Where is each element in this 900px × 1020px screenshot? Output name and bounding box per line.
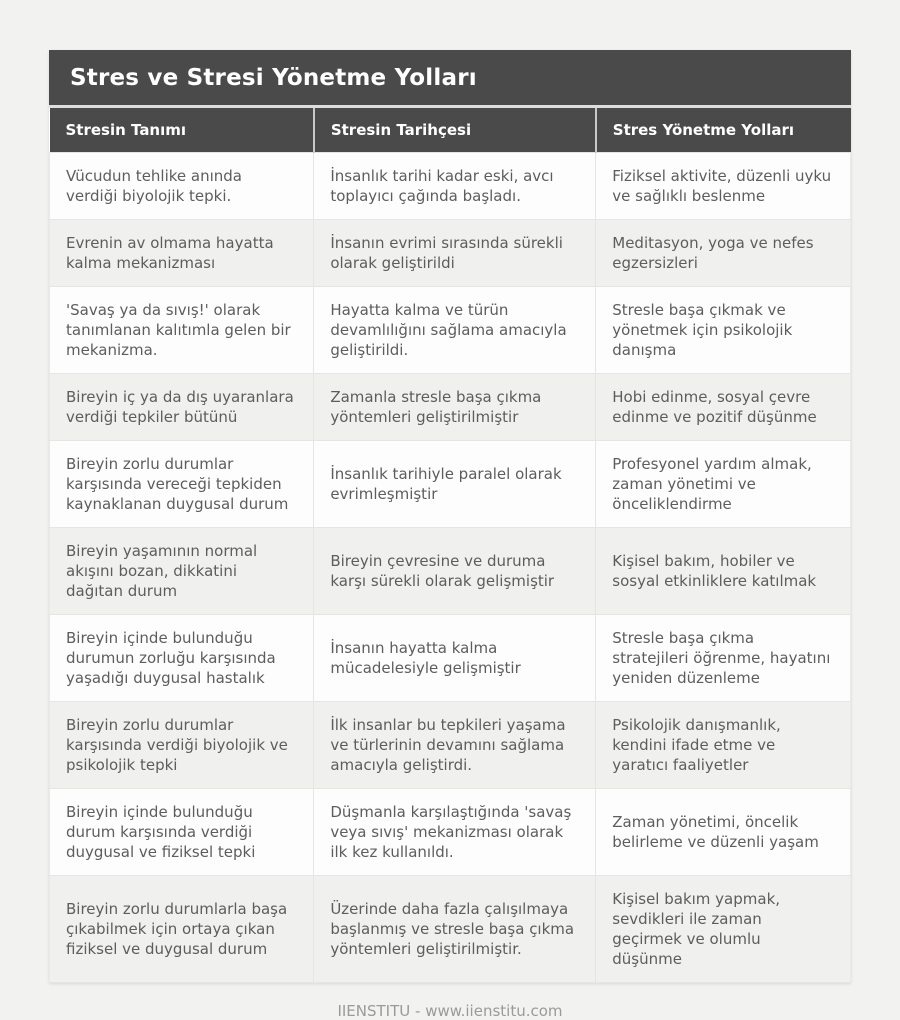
table-cell: Bireyin zorlu durumlarla başa çıkabilmek için ortaya çıkan fiziksel ve duygusal durum (50, 876, 314, 983)
column-header-stresin-tarihcesi: Stresin Tarihçesi (314, 108, 596, 153)
table-row (50, 153, 851, 220)
table-cell: Psikolojik danışmanlık, kendini ifade etme ve yaratıcı faaliyetler (596, 702, 851, 789)
table-cell: Kişisel bakım yapmak, sevdikleri ile zaman geçirmek ve olumlu düşünme (596, 876, 851, 983)
table-cell: Bireyin iç ya da dış uyaranlara verdiği tepkiler bütünü (50, 374, 314, 441)
table-header-row (50, 108, 851, 153)
table-row (50, 220, 851, 287)
table-cell: Kişisel bakım, hobiler ve sosyal etkinliklere katılmak (596, 528, 851, 615)
column-header-stresin-tanimi: Stresin Tanımı (50, 108, 314, 153)
table-cell: Bireyin içinde bulunduğu durumun zorluğu karşısında yaşadığı duygusal hastalık (50, 615, 314, 702)
table-cell: Zaman yönetimi, öncelik belirleme ve düzenli yaşam (596, 789, 851, 876)
column-header-stres-yonetme-yollari: Stres Yönetme Yolları (596, 108, 851, 153)
table-cell: Hayatta kalma ve türün devamlılığını sağlama amacıyla geliştirildi. (314, 287, 596, 374)
table-row (50, 789, 851, 876)
table-row (50, 374, 851, 441)
table-cell: Üzerinde daha fazla çalışılmaya başlanmış ve stresle başa çıkma yöntemleri geliştirilmiştir. (314, 876, 596, 983)
table-cell: Fiziksel aktivite, düzenli uyku ve sağlıklı beslenme (596, 153, 851, 220)
table-cell: Bireyin çevresine ve duruma karşı sürekli olarak gelişmiştir (314, 528, 596, 615)
table-cell: Bireyin yaşamının normal akışını bozan, dikkatini dağıtan durum (50, 528, 314, 615)
table-cell: Hobi edinme, sosyal çevre edinme ve pozitif düşünme (596, 374, 851, 441)
table-body (50, 153, 851, 983)
table-cell: Evrenin av olmama hayatta kalma mekanizması (50, 220, 314, 287)
table-header (50, 108, 851, 153)
table-row (50, 528, 851, 615)
page-title: Stres ve Stresi Yönetme Yolları (49, 50, 851, 108)
table-cell: Meditasyon, yoga ve nefes egzersizleri (596, 220, 851, 287)
table-cell: Stresle başa çıkma stratejileri öğrenme, hayatını yeniden düzenleme (596, 615, 851, 702)
table-cell: Vücudun tehlike anında verdiği biyolojik tepki. (50, 153, 314, 220)
table-cell: Profesyonel yardım almak, zaman yönetimi ve önceliklendirme (596, 441, 851, 528)
table-cell: İnsanın hayatta kalma mücadelesiyle gelişmiştir (314, 615, 596, 702)
table-row (50, 615, 851, 702)
table-cell: 'Savaş ya da sıvış!' olarak tanımlanan kalıtımla gelen bir mekanizma. (50, 287, 314, 374)
table-cell: Bireyin içinde bulunduğu durum karşısında verdiği duygusal ve fiziksel tepki (50, 789, 314, 876)
table-cell: Düşmanla karşılaştığında 'savaş veya sıvış' mekanizması olarak ilk kez kullanıldı. (314, 789, 596, 876)
table-cell: Bireyin zorlu durumlar karşısında verdiği biyolojik ve psikolojik tepki (50, 702, 314, 789)
table-row (50, 876, 851, 983)
table-cell: Zamanla stresle başa çıkma yöntemleri geliştirilmiştir (314, 374, 596, 441)
table-row (50, 441, 851, 528)
table-cell: İnsanlık tarihi kadar eski, avcı toplayıcı çağında başladı. (314, 153, 596, 220)
table-row (50, 702, 851, 789)
footer-credit: IIENSTITU - www.iienstitu.com (337, 1002, 563, 1020)
table-cell: İnsanlık tarihiyle paralel olarak evrimleşmiştir (314, 441, 596, 528)
table-cell: Bireyin zorlu durumlar karşısında vereceği tepkiden kaynaklanan duygusal durum (50, 441, 314, 528)
table-cell: İnsanın evrimi sırasında sürekli olarak geliştirildi (314, 220, 596, 287)
stress-table (49, 108, 851, 983)
stress-table-card (49, 50, 851, 983)
table-cell: Stresle başa çıkmak ve yönetmek için psikolojik danışma (596, 287, 851, 374)
table-row (50, 287, 851, 374)
table-cell: İlk insanlar bu tepkileri yaşama ve türlerinin devamını sağlama amacıyla geliştirdi. (314, 702, 596, 789)
